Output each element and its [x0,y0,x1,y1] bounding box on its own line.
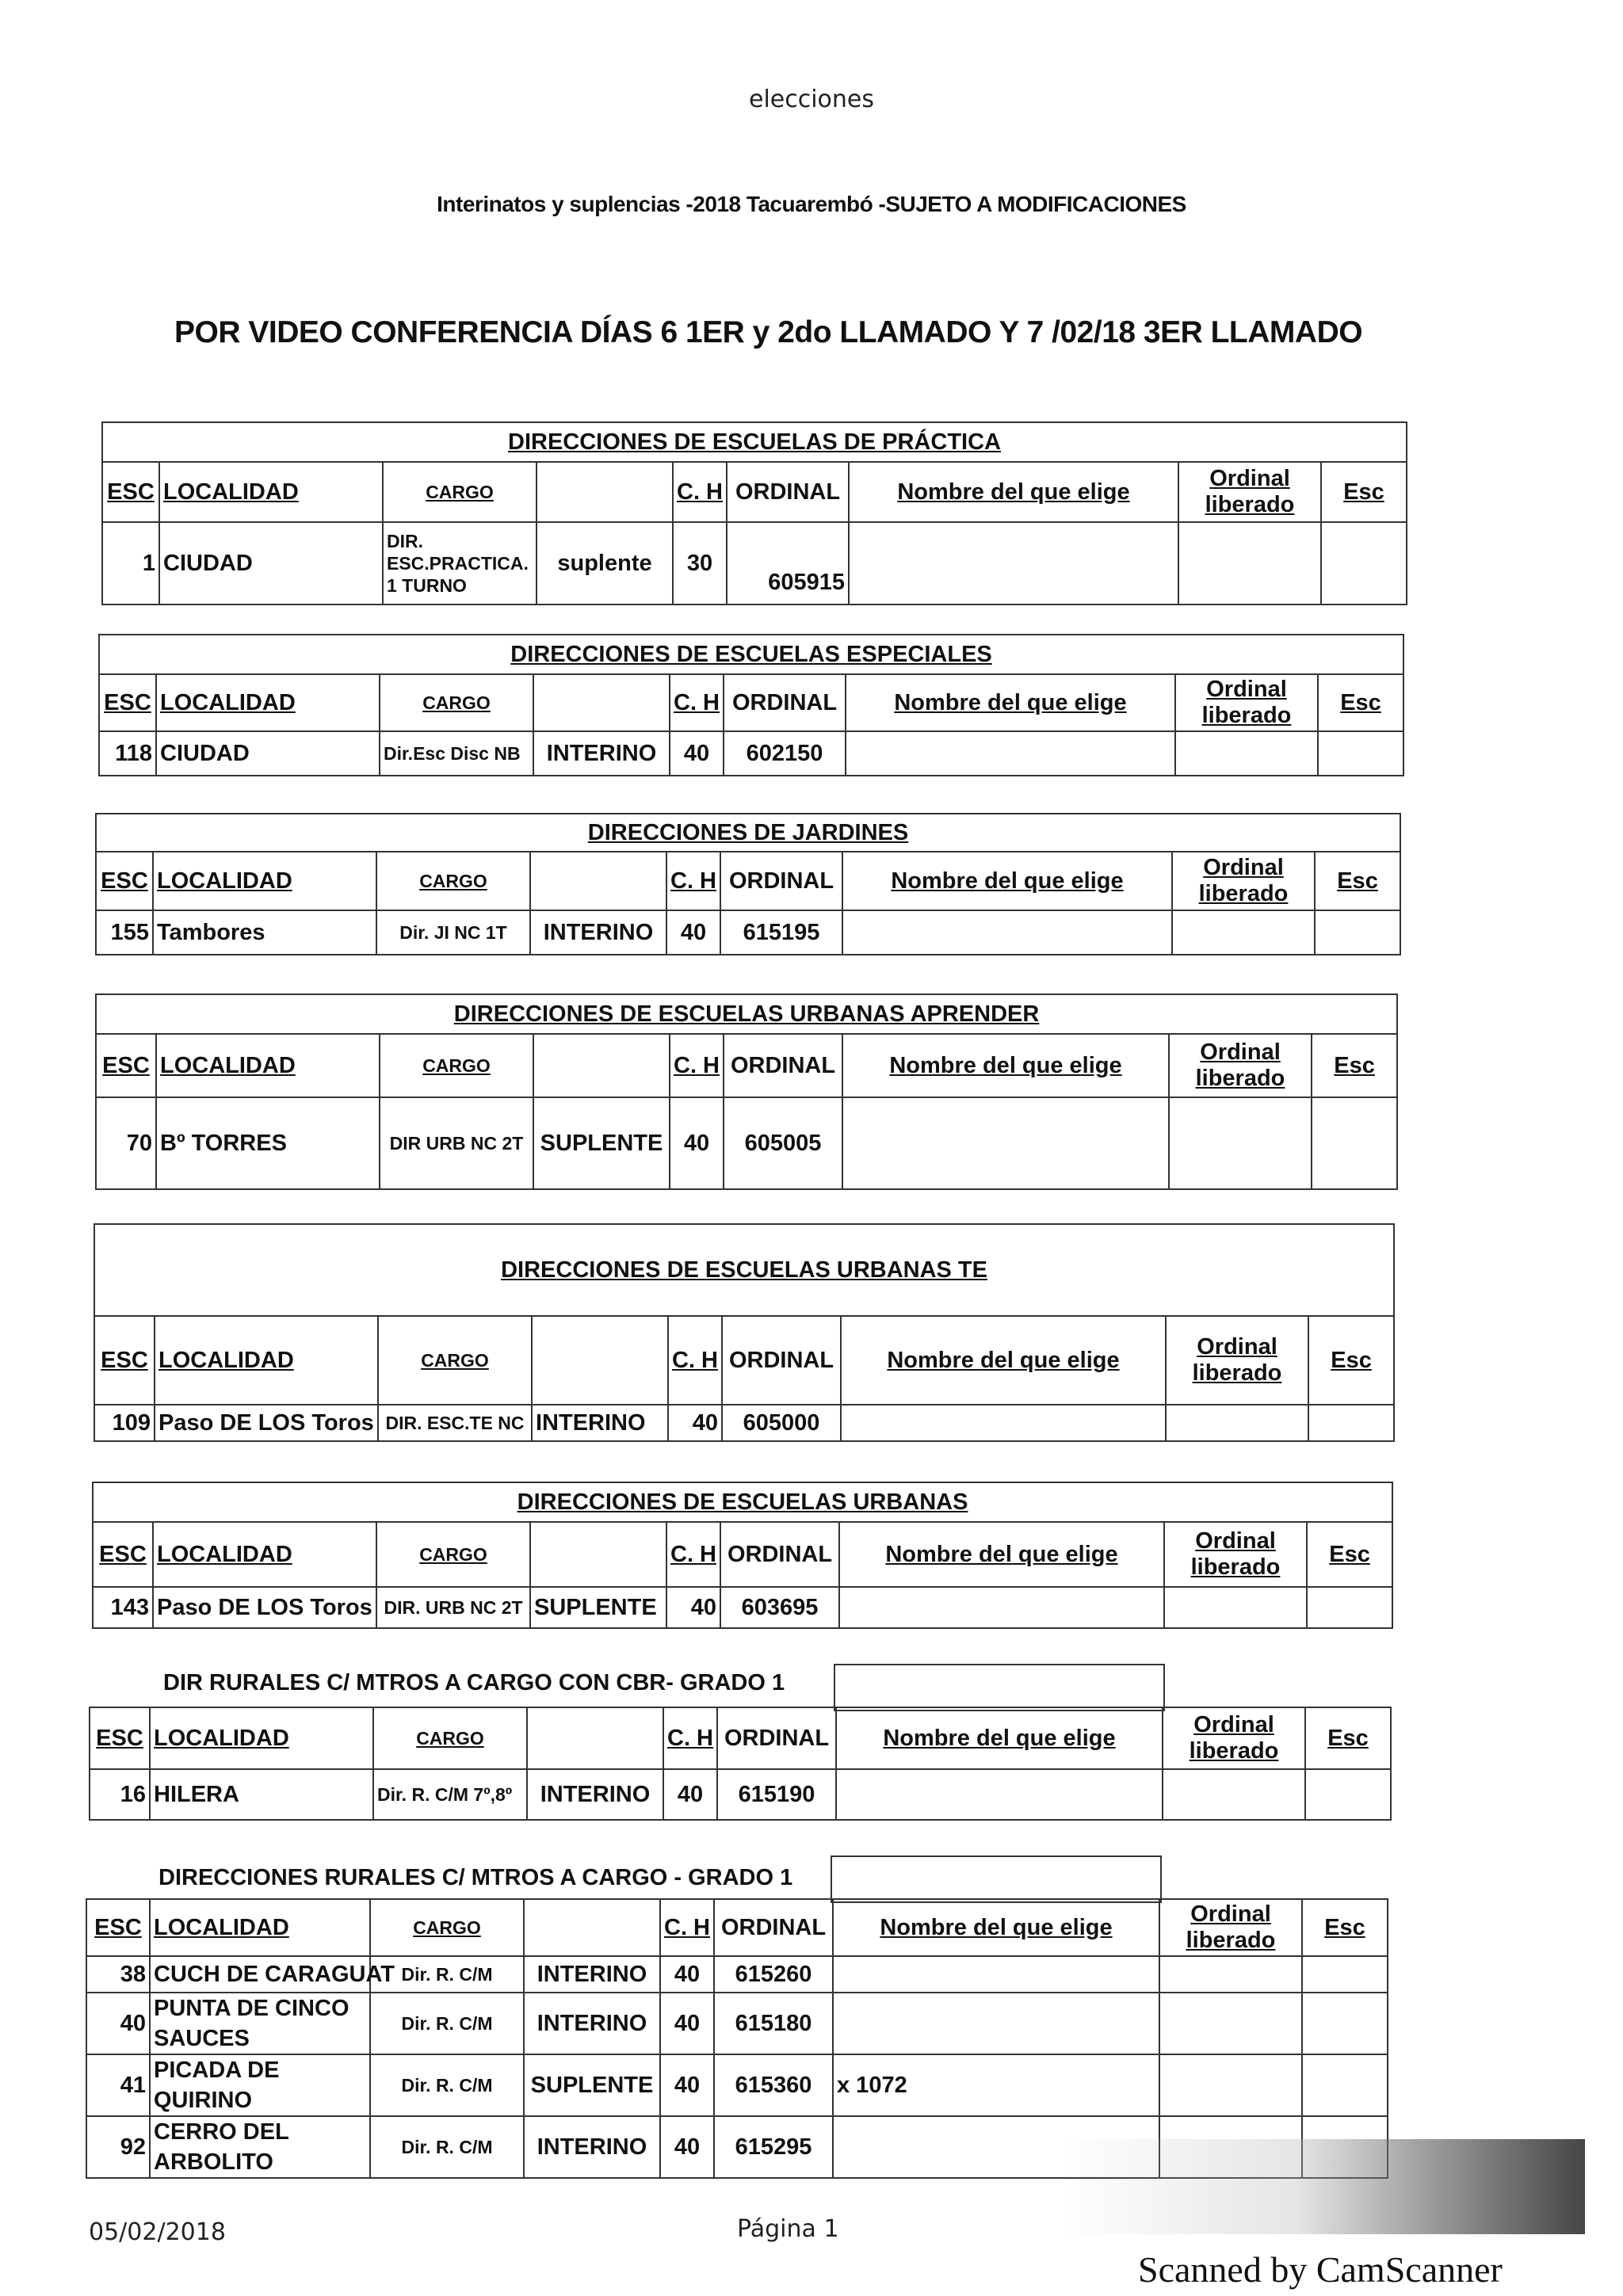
section-title: DIRECCIONES DE ESCUELAS DE PRÁCTICA [102,422,1407,462]
table-row [86,1956,1388,1993]
cell-ch: 40 [670,731,724,776]
cell-nombre [849,522,1178,605]
col-esc2: Esc [1302,1899,1388,1956]
col-ordinal-liberado-line2: liberado [1190,1554,1281,1580]
cell-cargo: DIR URB NC 2T [380,1097,533,1189]
col-ordinal: ORDINAL [717,1707,836,1769]
col-cargo: CARGO [370,1899,524,1956]
table-row [102,522,1407,605]
section-title: DIRECCIONES DE ESCUELAS URBANAS APRENDER [96,994,1397,1034]
cell-esc: 109 [94,1405,155,1441]
cell-esc2 [1321,522,1407,605]
col-esc: ESC [99,674,156,731]
col-ch: C. H [673,462,727,522]
col-esc: ESC [96,1034,156,1097]
col-ordinal: ORDINAL [727,462,849,522]
col-ordinal-liberado-line2: liberado [1192,1360,1282,1386]
cell-nombre [833,1956,1159,1993]
document-app-title: elecciones [748,86,875,113]
cell-localidad-line1: CERRO DEL [154,2119,289,2145]
col-ordinal-liberado-line1: Ordinal [1206,677,1287,702]
col-nombre: Nombre del que elige [833,1899,1159,1956]
cell-cargo-line1: DIR. [387,531,423,551]
cell-esc: 143 [93,1587,153,1628]
cell-ordinal: 605005 [724,1097,842,1189]
cell-tipo: suplente [537,522,673,605]
footer-page-number: Página 1 [737,2215,839,2243]
col-nombre: Nombre del que elige [836,1707,1163,1769]
section-title: DIRECCIONES DE ESCUELAS URBANAS [93,1482,1392,1522]
cell-nombre: x 1072 [833,2054,1159,2116]
col-localidad: LOCALIDAD [155,1316,378,1405]
col-ordinal-liberado-line1: Ordinal [1209,466,1290,491]
col-esc: ESC [102,462,159,522]
col-ch: C. H [663,1707,717,1769]
cell-cargo: Dir. R. C/M [370,2054,524,2116]
cell-localidad: CIUDAD [156,731,380,776]
cell-esc: 38 [86,1956,150,1993]
col-esc2: Esc [1315,852,1400,910]
scan-shadow [1062,2139,1585,2234]
col-nombre: Nombre del que elige [839,1522,1164,1587]
cell-cargo: Dir. R. C/M 7º,8º [373,1769,527,1820]
col-ordinal-liberado [1159,1899,1302,1956]
cell-liberado [1166,1405,1308,1441]
cell-localidad-line2: ARBOLITO [154,2149,273,2175]
col-esc: ESC [90,1707,150,1769]
cell-ordinal: 602150 [724,731,846,776]
cell-nombre [842,1097,1169,1189]
col-ordinal: ORDINAL [724,674,846,731]
section-title: DIRECCIONES DE ESCUELAS URBANAS TE [94,1224,1394,1316]
cell-esc: 16 [90,1769,150,1820]
cell-ordinal: 615190 [717,1769,836,1820]
cell-esc2 [1308,1405,1394,1441]
col-cargo: CARGO [383,462,537,522]
table-row [99,731,1403,776]
col-localidad: LOCALIDAD [156,1034,380,1097]
col-cargo: CARGO [376,852,530,910]
cell-esc: 1 [102,522,159,605]
col-ch: C. H [668,1316,722,1405]
col-esc: ESC [96,852,153,910]
col-ordinal: ORDINAL [724,1034,842,1097]
col-ordinal-liberado [1178,462,1321,522]
cell-nombre [841,1405,1166,1441]
cell-cargo: Dir. R. C/M [370,1956,524,1993]
col-ordinal-liberado-line2: liberado [1198,881,1289,906]
cell-localidad-line2: QUIRINO [154,2088,253,2113]
col-ordinal-liberado-line1: Ordinal [1193,1712,1274,1737]
cell-cargo: DIR. ESC.TE NC [378,1405,532,1441]
col-esc: ESC [94,1316,155,1405]
cell-esc2 [1305,1769,1391,1820]
cell-ordinal: 605915 [727,522,849,605]
cell-localidad [150,2116,370,2178]
col-esc2: Esc [1308,1316,1394,1405]
col-ordinal-liberado-line2: liberado [1201,703,1292,728]
col-cargo: CARGO [373,1707,527,1769]
col-ordinal-liberado-line2: liberado [1205,492,1295,517]
col-ch: C. H [670,674,724,731]
col-ordinal: ORDINAL [720,1522,839,1587]
cell-cargo: Dir. JI NC 1T [376,910,530,955]
document-main-title: POR VIDEO CONFERENCIA DÍAS 6 1ER y 2do LLAMADO Y 7 /02/18 3ER LLAMADO [174,315,1363,349]
col-ordinal-liberado [1166,1316,1308,1405]
cell-localidad-line1: PICADA DE [154,2058,280,2083]
cell-liberado [1178,522,1321,605]
col-ch: C. H [660,1899,714,1956]
col-nombre: Nombre del que elige [841,1316,1166,1405]
cell-localidad-line1: PUNTA DE CINCO [154,1996,349,2021]
cell-ch: 40 [666,910,720,955]
col-ordinal-liberado [1164,1522,1307,1587]
col-tipo [530,852,666,910]
col-cargo: CARGO [380,1034,533,1097]
cell-localidad: Paso DE LOS Toros [153,1587,376,1628]
section-urbanas-aprender [95,994,1398,1190]
col-esc2: Esc [1312,1034,1397,1097]
col-ch: C. H [666,852,720,910]
cell-liberado [1169,1097,1312,1189]
cell-tipo: INTERINO [524,1993,660,2054]
section-urbanas-te [94,1223,1395,1442]
col-ordinal-liberado-line1: Ordinal [1190,1901,1271,1927]
cell-ch: 40 [666,1587,720,1628]
cell-ch: 40 [660,2054,714,2116]
cell-ordinal: 615295 [714,2116,833,2178]
cell-nombre [846,731,1175,776]
col-esc2: Esc [1321,462,1407,522]
cell-cargo-line3: 1 TURNO [387,575,467,596]
cell-esc: 92 [86,2116,150,2178]
cell-ordinal: 615360 [714,2054,833,2116]
document-subtitle: Interinatos y suplencias -2018 Tacuarembó -SUJETO A MODIFICACIONES [437,192,1186,216]
col-ordinal-liberado-line2: liberado [1195,1066,1285,1091]
cell-ordinal: 603695 [720,1587,839,1628]
col-localidad: LOCALIDAD [150,1707,373,1769]
col-ordinal: ORDINAL [714,1899,833,1956]
col-tipo [524,1899,660,1956]
cell-tipo: INTERINO [524,1956,660,1993]
cell-ch: 40 [660,2116,714,2178]
col-esc2: Esc [1307,1522,1392,1587]
cell-esc: 118 [99,731,156,776]
scanner-watermark: Scanned by CamScanner [1138,2249,1503,2290]
col-ordinal-liberado-line2: liberado [1186,1928,1276,1953]
blank-box [834,1664,1165,1711]
cell-cargo: Dir.Esc Disc NB [380,731,533,776]
col-localidad: LOCALIDAD [153,1522,376,1587]
cell-esc2 [1307,1587,1392,1628]
cell-cargo: Dir. R. C/M [370,1993,524,2054]
table-row [90,1769,1391,1820]
cell-liberado [1163,1769,1305,1820]
col-ordinal-liberado [1163,1707,1305,1769]
cell-ordinal: 615195 [720,910,842,955]
cell-liberado [1164,1587,1307,1628]
col-cargo: CARGO [378,1316,532,1405]
cell-ch: 40 [660,1993,714,2054]
cell-localidad: Bº TORRES [156,1097,380,1189]
cell-tipo: INTERINO [533,731,670,776]
cell-liberado [1159,1993,1302,2054]
col-localidad: LOCALIDAD [150,1899,370,1956]
cell-nombre [833,1993,1159,2054]
cell-tipo: INTERINO [524,2116,660,2178]
cell-cargo [383,522,537,605]
cell-ch: 40 [660,1956,714,1993]
cell-nombre [842,910,1172,955]
cell-ch: 40 [670,1097,724,1189]
cell-esc: 70 [96,1097,156,1189]
cell-tipo: INTERINO [530,910,666,955]
col-tipo [527,1707,663,1769]
col-tipo [533,1034,670,1097]
col-nombre: Nombre del que elige [842,852,1172,910]
cell-localidad-line1: CUCH DE CARAGUAT [154,1961,395,1987]
cell-ch: 30 [673,522,727,605]
cell-esc: 155 [96,910,153,955]
col-ordinal-liberado-line1: Ordinal [1200,1039,1281,1065]
section-title-rurales-grado1: DIRECCIONES RURALES C/ MTROS A CARGO - GRADO 1 [158,1865,793,1890]
cell-localidad: HILERA [150,1769,373,1820]
cell-esc2 [1302,1993,1388,2054]
cell-esc: 40 [86,1993,150,2054]
col-nombre: Nombre del que elige [842,1034,1169,1097]
cell-ordinal: 615260 [714,1956,833,1993]
section-urbanas [92,1482,1393,1629]
cell-ordinal: 615180 [714,1993,833,2054]
col-nombre: Nombre del que elige [849,462,1178,522]
cell-localidad: Paso DE LOS Toros [155,1405,378,1441]
section-jardines [95,813,1401,955]
cell-esc2 [1302,1956,1388,1993]
cell-localidad: CIUDAD [159,522,383,605]
col-ordinal: ORDINAL [720,852,842,910]
cell-esc: 41 [86,2054,150,2116]
col-cargo: CARGO [380,674,533,731]
col-esc2: Esc [1305,1707,1391,1769]
cell-esc2 [1318,731,1403,776]
table-row [86,2054,1388,2116]
col-ordinal-liberado [1172,852,1315,910]
cell-localidad [150,1956,395,1993]
col-esc: ESC [86,1899,150,1956]
cell-cargo-line2: ESC.PRACTICA. [387,553,529,574]
col-ordinal-liberado-line1: Ordinal [1203,855,1284,880]
cell-liberado [1172,910,1315,955]
cell-liberado [1159,1956,1302,1993]
col-localidad: LOCALIDAD [156,674,380,731]
cell-tipo: SUPLENTE [533,1097,670,1189]
cell-localidad [150,1993,370,2054]
col-ordinal-liberado [1175,674,1318,731]
cell-nombre [836,1769,1163,1820]
cell-esc2 [1312,1097,1397,1189]
cell-nombre [839,1587,1164,1628]
col-localidad: LOCALIDAD [153,852,376,910]
cell-tipo: SUPLENTE [530,1587,666,1628]
col-ch: C. H [666,1522,720,1587]
cell-liberado [1175,731,1318,776]
col-ordinal-liberado [1169,1034,1312,1097]
cell-tipo: INTERINO [532,1405,668,1441]
cell-localidad [150,2054,370,2116]
col-tipo [533,674,670,731]
cell-ch: 40 [668,1405,722,1441]
col-ordinal-liberado-line2: liberado [1189,1738,1279,1764]
cell-ch: 40 [663,1769,717,1820]
col-ordinal-liberado-line1: Ordinal [1197,1334,1277,1360]
table-row [96,910,1400,955]
cell-esc2 [1315,910,1400,955]
col-cargo: CARGO [376,1522,530,1587]
table-row [86,1993,1388,2054]
cell-localidad-line2: SAUCES [154,2026,250,2051]
section-escuelas-practica [101,421,1407,605]
section-rurales-grado1 [86,1898,1388,2179]
col-nombre: Nombre del que elige [846,674,1175,731]
col-tipo [530,1522,666,1587]
section-escuelas-especiales [98,634,1404,776]
col-tipo [537,462,673,522]
cell-ordinal: 605000 [722,1405,841,1441]
table-row [93,1587,1392,1628]
col-esc: ESC [93,1522,153,1587]
col-ch: C. H [670,1034,724,1097]
cell-tipo: SUPLENTE [524,2054,660,2116]
table-row [96,1097,1397,1189]
blank-box [831,1855,1162,1903]
section-title-rurales-cbr: DIR RURALES C/ MTROS A CARGO CON CBR- GRADO 1 [163,1670,785,1695]
section-title: DIRECCIONES DE ESCUELAS ESPECIALES [99,635,1403,674]
footer-date: 05/02/2018 [89,2218,226,2246]
cell-liberado [1159,2054,1302,2116]
col-localidad: LOCALIDAD [159,462,383,522]
cell-tipo: INTERINO [527,1769,663,1820]
table-row [94,1405,1394,1441]
cell-localidad: Tambores [153,910,376,955]
col-ordinal-liberado-line1: Ordinal [1195,1528,1276,1554]
col-tipo [532,1316,668,1405]
col-ordinal: ORDINAL [722,1316,841,1405]
cell-cargo: Dir. R. C/M [370,2116,524,2178]
cell-esc2 [1302,2054,1388,2116]
cell-cargo: DIR. URB NC 2T [376,1587,530,1628]
col-esc2: Esc [1318,674,1403,731]
section-rurales-cbr [89,1707,1392,1821]
section-title: DIRECCIONES DE JARDINES [96,814,1400,852]
